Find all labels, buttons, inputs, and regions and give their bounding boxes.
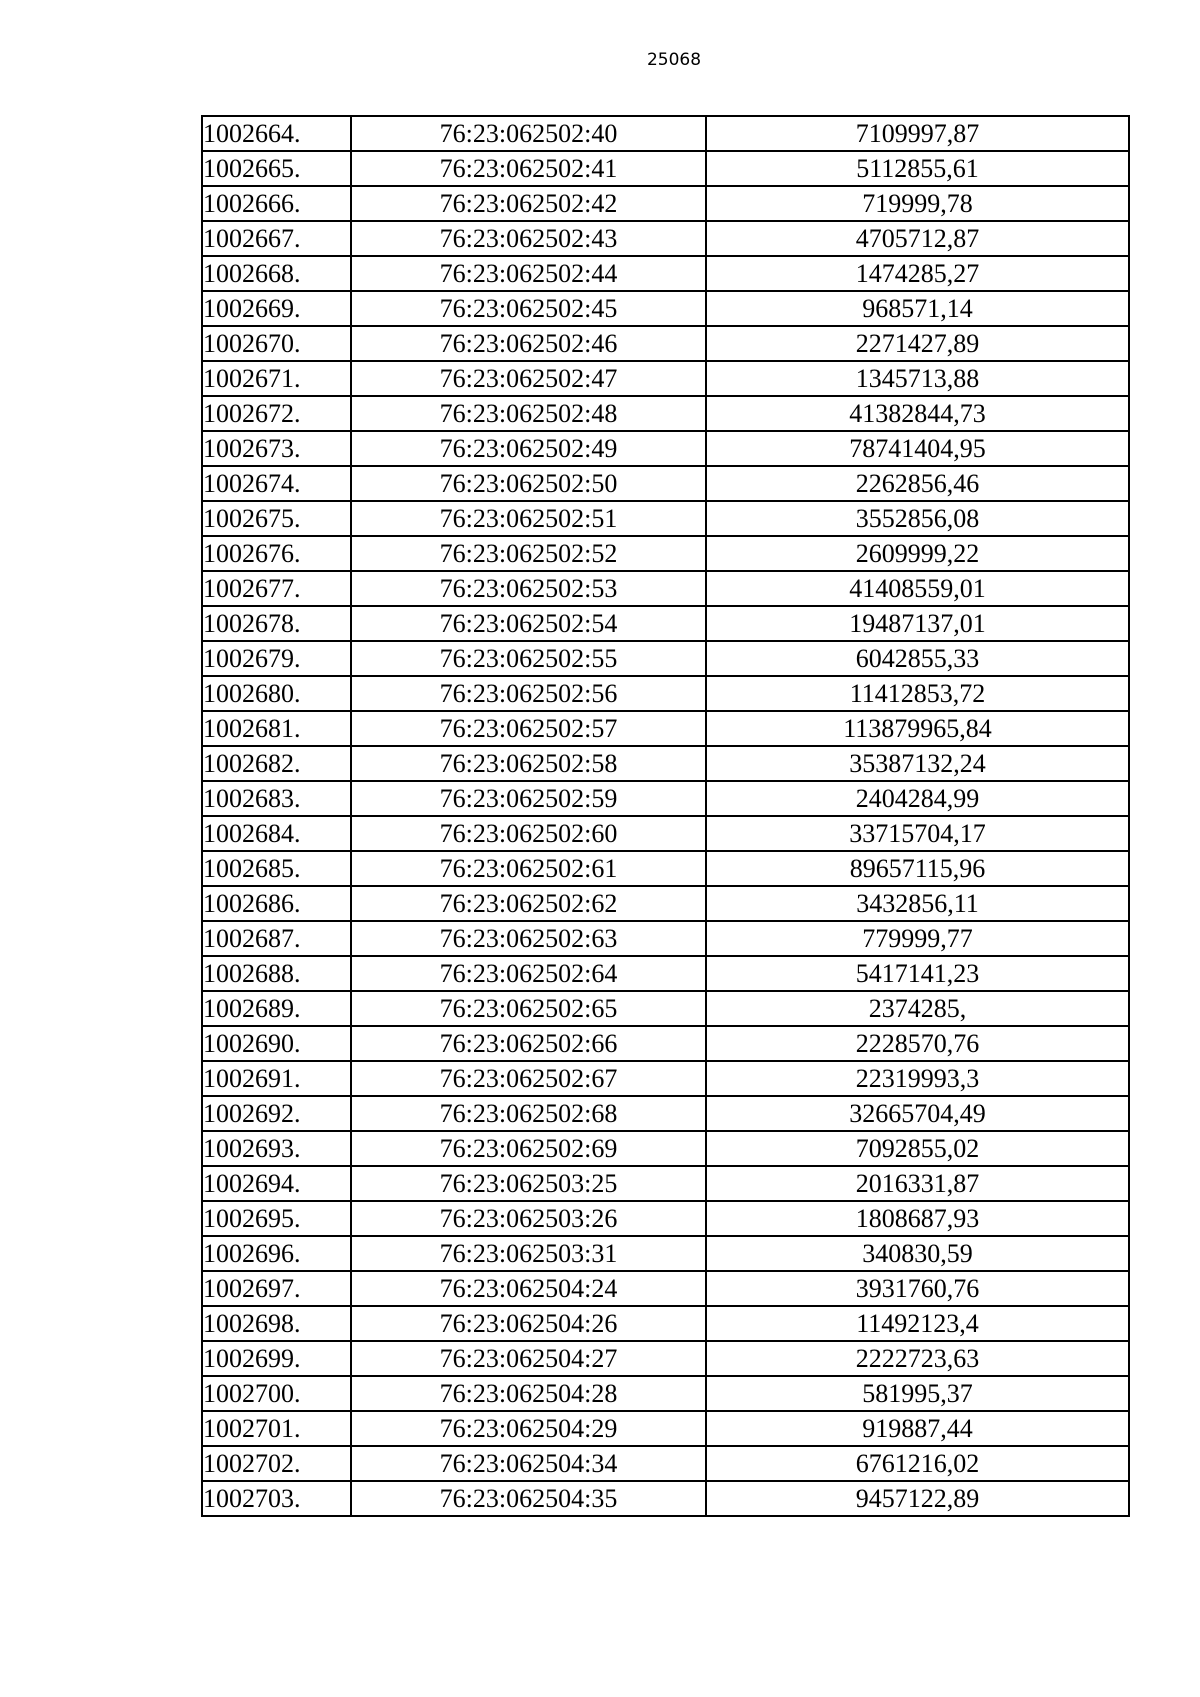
table-row [202, 1236, 1129, 1271]
cadastral-number-cell: 76:23:062502:41 [351, 151, 706, 186]
table-row [202, 676, 1129, 711]
row-number-cell: 1002684. [202, 816, 351, 851]
table-row [202, 1201, 1129, 1236]
cadastral-number-cell: 76:23:062502:59 [351, 781, 706, 816]
cadastral-value-cell: 9457122,89 [706, 1481, 1129, 1516]
cadastral-number-cell: 76:23:062502:48 [351, 396, 706, 431]
table-row [202, 571, 1129, 606]
row-number-cell: 1002675. [202, 501, 351, 536]
table-row [202, 711, 1129, 746]
table-row [202, 501, 1129, 536]
cadastral-value-cell: 5417141,23 [706, 956, 1129, 991]
cadastral-number-cell: 76:23:062504:34 [351, 1446, 706, 1481]
row-number-cell: 1002666. [202, 186, 351, 221]
cadastral-value-cell: 1345713,88 [706, 361, 1129, 396]
table-row [202, 816, 1129, 851]
cadastral-value-cell: 3432856,11 [706, 886, 1129, 921]
cadastral-value-cell: 35387132,24 [706, 746, 1129, 781]
table-row [202, 116, 1129, 151]
row-number-cell: 1002681. [202, 711, 351, 746]
table-row [202, 1341, 1129, 1376]
cadastral-number-cell: 76:23:062502:43 [351, 221, 706, 256]
cadastral-number-cell: 76:23:062502:57 [351, 711, 706, 746]
table-row [202, 781, 1129, 816]
cadastral-value-cell: 3931760,76 [706, 1271, 1129, 1306]
cadastral-number-cell: 76:23:062503:26 [351, 1201, 706, 1236]
table-row [202, 851, 1129, 886]
cadastral-value-cell: 2374285, [706, 991, 1129, 1026]
cadastral-value-cell: 2228570,76 [706, 1026, 1129, 1061]
cadastral-number-cell: 76:23:062502:60 [351, 816, 706, 851]
cadastral-number-cell: 76:23:062502:66 [351, 1026, 706, 1061]
row-number-cell: 1002693. [202, 1131, 351, 1166]
row-number-cell: 1002697. [202, 1271, 351, 1306]
table-row [202, 256, 1129, 291]
row-number-cell: 1002696. [202, 1236, 351, 1271]
cadastral-number-cell: 76:23:062502:64 [351, 956, 706, 991]
table-row [202, 1271, 1129, 1306]
table-row [202, 221, 1129, 256]
cadastral-value-cell: 2609999,22 [706, 536, 1129, 571]
cadastral-number-cell: 76:23:062504:26 [351, 1306, 706, 1341]
cadastral-value-cell: 779999,77 [706, 921, 1129, 956]
row-number-cell: 1002678. [202, 606, 351, 641]
row-number-cell: 1002694. [202, 1166, 351, 1201]
cadastral-number-cell: 76:23:062502:44 [351, 256, 706, 291]
cadastral-value-cell: 340830,59 [706, 1236, 1129, 1271]
table-row [202, 291, 1129, 326]
row-number-cell: 1002698. [202, 1306, 351, 1341]
cadastral-value-table [201, 115, 1130, 1517]
row-number-cell: 1002702. [202, 1446, 351, 1481]
row-number-cell: 1002685. [202, 851, 351, 886]
row-number-cell: 1002679. [202, 641, 351, 676]
row-number-cell: 1002703. [202, 1481, 351, 1516]
table-row [202, 1446, 1129, 1481]
cadastral-value-cell: 2016331,87 [706, 1166, 1129, 1201]
cadastral-number-cell: 76:23:062502:61 [351, 851, 706, 886]
cadastral-number-cell: 76:23:062502:50 [351, 466, 706, 501]
cadastral-value-cell: 6042855,33 [706, 641, 1129, 676]
cadastral-number-cell: 76:23:062502:42 [351, 186, 706, 221]
cadastral-number-cell: 76:23:062502:53 [351, 571, 706, 606]
cadastral-number-cell: 76:23:062504:35 [351, 1481, 706, 1516]
row-number-cell: 1002683. [202, 781, 351, 816]
row-number-cell: 1002695. [202, 1201, 351, 1236]
cadastral-value-cell: 22319993,3 [706, 1061, 1129, 1096]
row-number-cell: 1002677. [202, 571, 351, 606]
cadastral-value-cell: 581995,37 [706, 1376, 1129, 1411]
cadastral-value-cell: 11492123,4 [706, 1306, 1129, 1341]
cadastral-value-cell: 11412853,72 [706, 676, 1129, 711]
row-number-cell: 1002688. [202, 956, 351, 991]
cadastral-number-cell: 76:23:062502:58 [351, 746, 706, 781]
cadastral-value-cell: 78741404,95 [706, 431, 1129, 466]
table-row [202, 361, 1129, 396]
table-row [202, 746, 1129, 781]
page-number: 25068 [646, 50, 702, 70]
table-row [202, 1481, 1129, 1516]
cadastral-value-cell: 2262856,46 [706, 466, 1129, 501]
cadastral-number-cell: 76:23:062504:24 [351, 1271, 706, 1306]
row-number-cell: 1002664. [202, 116, 351, 151]
cadastral-value-cell: 7109997,87 [706, 116, 1129, 151]
cadastral-number-cell: 76:23:062504:27 [351, 1341, 706, 1376]
table-body [202, 116, 1129, 1516]
table-row [202, 1376, 1129, 1411]
cadastral-number-cell: 76:23:062502:63 [351, 921, 706, 956]
row-number-cell: 1002674. [202, 466, 351, 501]
cadastral-value-cell: 5112855,61 [706, 151, 1129, 186]
table-row [202, 431, 1129, 466]
cadastral-number-cell: 76:23:062502:54 [351, 606, 706, 641]
table-row [202, 921, 1129, 956]
row-number-cell: 1002668. [202, 256, 351, 291]
table-row [202, 536, 1129, 571]
table-row [202, 1306, 1129, 1341]
cadastral-number-cell: 76:23:062502:49 [351, 431, 706, 466]
row-number-cell: 1002673. [202, 431, 351, 466]
row-number-cell: 1002689. [202, 991, 351, 1026]
cadastral-value-cell: 113879965,84 [706, 711, 1129, 746]
cadastral-number-cell: 76:23:062502:65 [351, 991, 706, 1026]
cadastral-value-cell: 1808687,93 [706, 1201, 1129, 1236]
cadastral-number-cell: 76:23:062504:28 [351, 1376, 706, 1411]
row-number-cell: 1002682. [202, 746, 351, 781]
cadastral-value-cell: 32665704,49 [706, 1096, 1129, 1131]
cadastral-number-cell: 76:23:062502:47 [351, 361, 706, 396]
table-row [202, 1131, 1129, 1166]
row-number-cell: 1002700. [202, 1376, 351, 1411]
table-row [202, 1026, 1129, 1061]
cadastral-value-cell: 33715704,17 [706, 816, 1129, 851]
row-number-cell: 1002687. [202, 921, 351, 956]
row-number-cell: 1002699. [202, 1341, 351, 1376]
row-number-cell: 1002691. [202, 1061, 351, 1096]
row-number-cell: 1002670. [202, 326, 351, 361]
cadastral-number-cell: 76:23:062502:40 [351, 116, 706, 151]
cadastral-value-cell: 2404284,99 [706, 781, 1129, 816]
row-number-cell: 1002669. [202, 291, 351, 326]
table-row [202, 326, 1129, 361]
row-number-cell: 1002676. [202, 536, 351, 571]
cadastral-number-cell: 76:23:062502:67 [351, 1061, 706, 1096]
row-number-cell: 1002665. [202, 151, 351, 186]
table-row [202, 991, 1129, 1026]
row-number-cell: 1002671. [202, 361, 351, 396]
row-number-cell: 1002680. [202, 676, 351, 711]
table-row [202, 466, 1129, 501]
cadastral-value-cell: 41382844,73 [706, 396, 1129, 431]
table-row [202, 956, 1129, 991]
cadastral-number-cell: 76:23:062502:55 [351, 641, 706, 676]
row-number-cell: 1002692. [202, 1096, 351, 1131]
cadastral-value-cell: 968571,14 [706, 291, 1129, 326]
cadastral-number-cell: 76:23:062502:56 [351, 676, 706, 711]
row-number-cell: 1002701. [202, 1411, 351, 1446]
table-row [202, 1061, 1129, 1096]
cadastral-number-cell: 76:23:062502:62 [351, 886, 706, 921]
table-row [202, 396, 1129, 431]
cadastral-value-cell: 1474285,27 [706, 256, 1129, 291]
cadastral-number-cell: 76:23:062504:29 [351, 1411, 706, 1446]
row-number-cell: 1002690. [202, 1026, 351, 1061]
cadastral-number-cell: 76:23:062502:52 [351, 536, 706, 571]
cadastral-value-cell: 41408559,01 [706, 571, 1129, 606]
table-row [202, 606, 1129, 641]
cadastral-number-cell: 76:23:062502:68 [351, 1096, 706, 1131]
cadastral-value-cell: 19487137,01 [706, 606, 1129, 641]
table-row [202, 151, 1129, 186]
table-row [202, 186, 1129, 221]
cadastral-number-cell: 76:23:062502:46 [351, 326, 706, 361]
table-row [202, 1166, 1129, 1201]
cadastral-value-cell: 2222723,63 [706, 1341, 1129, 1376]
cadastral-value-cell: 2271427,89 [706, 326, 1129, 361]
cadastral-number-cell: 76:23:062502:45 [351, 291, 706, 326]
cadastral-number-cell: 76:23:062503:25 [351, 1166, 706, 1201]
table-row [202, 1411, 1129, 1446]
cadastral-value-cell: 4705712,87 [706, 221, 1129, 256]
row-number-cell: 1002686. [202, 886, 351, 921]
table-row [202, 641, 1129, 676]
cadastral-number-cell: 76:23:062503:31 [351, 1236, 706, 1271]
cadastral-value-cell: 89657115,96 [706, 851, 1129, 886]
cadastral-number-cell: 76:23:062502:51 [351, 501, 706, 536]
row-number-cell: 1002667. [202, 221, 351, 256]
cadastral-number-cell: 76:23:062502:69 [351, 1131, 706, 1166]
cadastral-value-cell: 6761216,02 [706, 1446, 1129, 1481]
cadastral-value-cell: 919887,44 [706, 1411, 1129, 1446]
cadastral-value-cell: 3552856,08 [706, 501, 1129, 536]
table-row [202, 1096, 1129, 1131]
cadastral-value-cell: 719999,78 [706, 186, 1129, 221]
row-number-cell: 1002672. [202, 396, 351, 431]
table-row [202, 886, 1129, 921]
cadastral-value-cell: 7092855,02 [706, 1131, 1129, 1166]
